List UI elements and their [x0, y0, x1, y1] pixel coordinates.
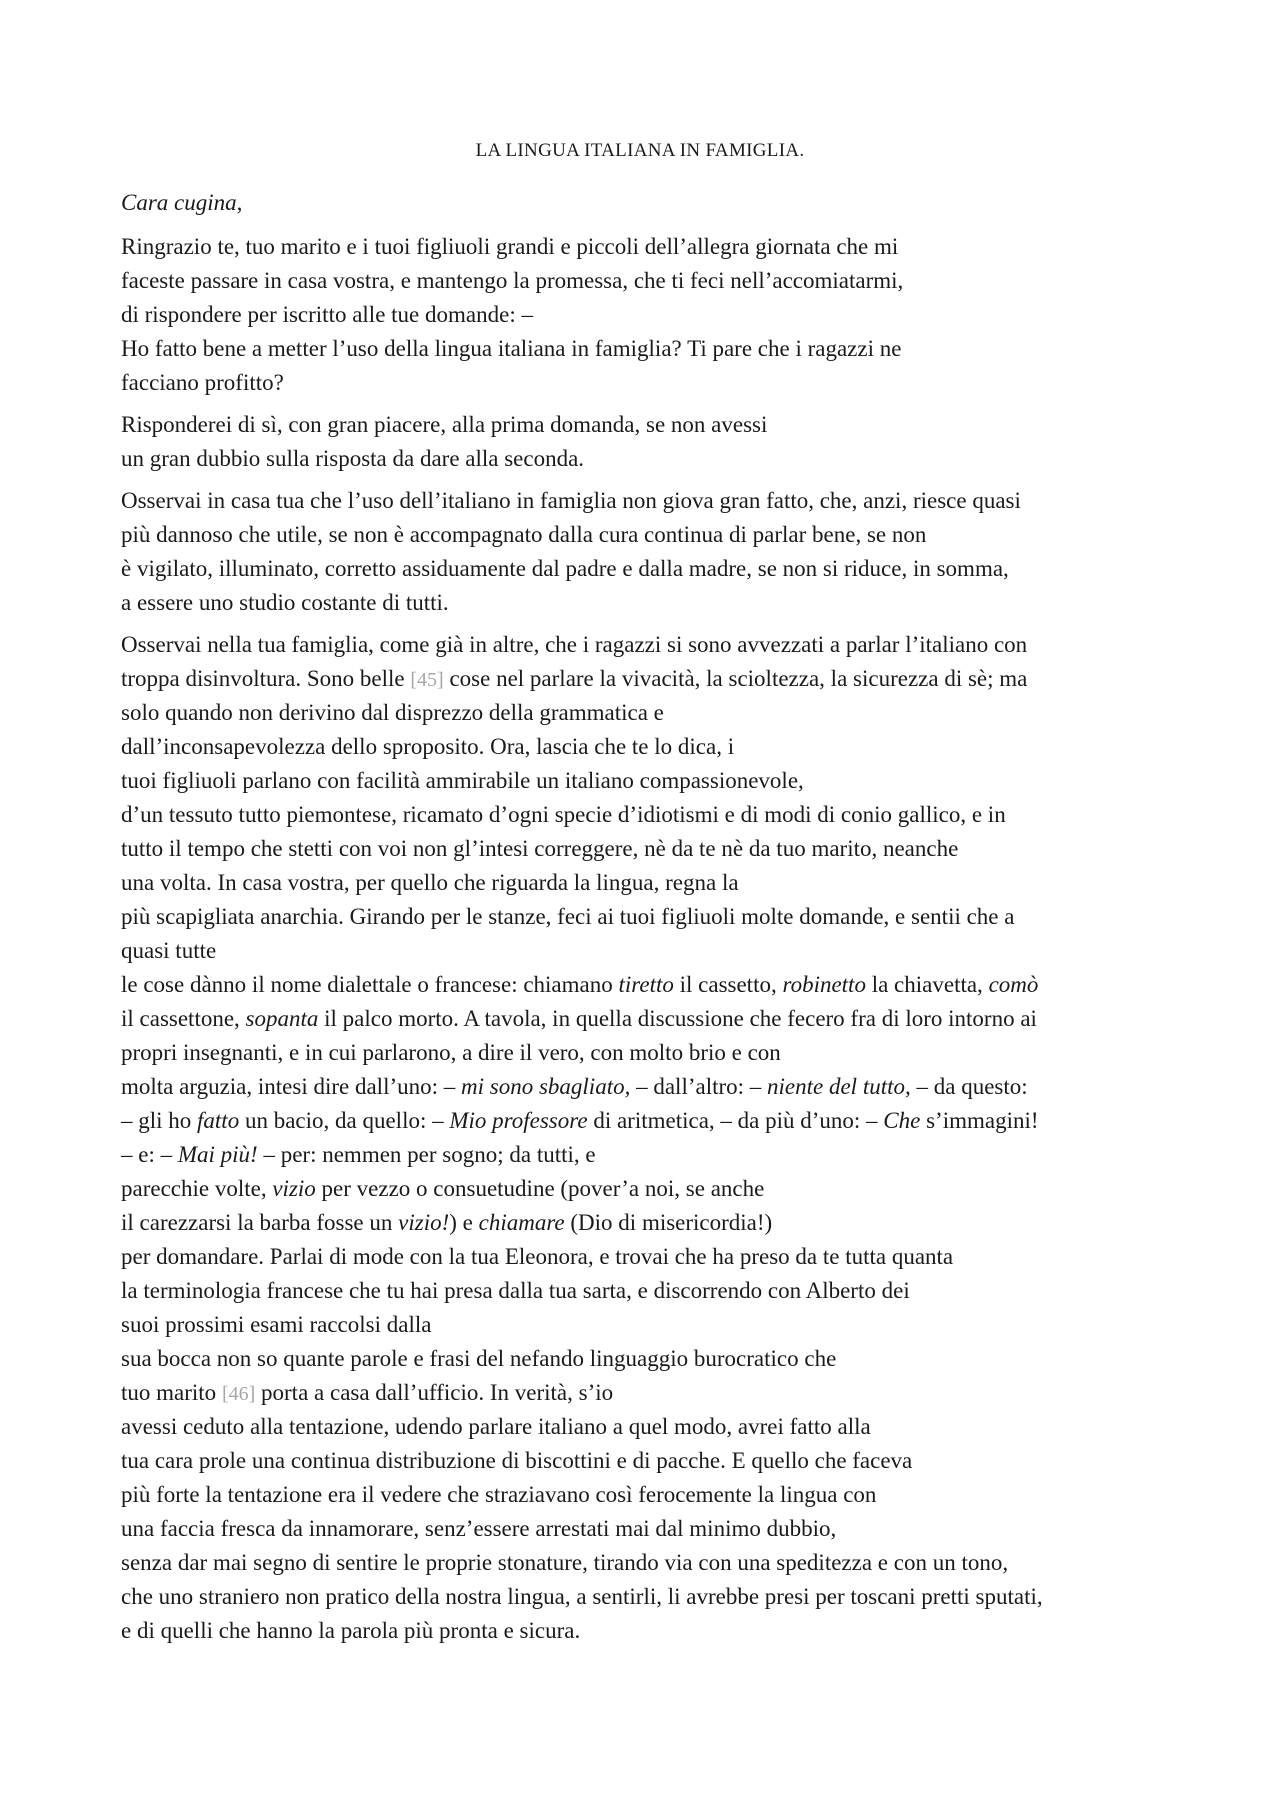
italic-term: vizio [272, 1176, 316, 1201]
text-run: – dall’altro: – [630, 1074, 768, 1099]
italic-term: chiamare [478, 1210, 565, 1235]
text-run: senza dar mai segno di sentire le proprie stonature, tirando via con una speditezza e con un tono, [121, 1550, 1009, 1575]
paragraph [121, 484, 1171, 620]
text-line [121, 900, 1171, 934]
text-run: è vigilato, illuminato, corretto assiduamente dal padre e dalla madre, se non si riduce, in somma, [121, 556, 1009, 581]
text-run: – da questo: [910, 1074, 1028, 1099]
text-line [121, 628, 1171, 662]
text-run: – e: – [121, 1142, 178, 1167]
text-line [121, 552, 1171, 586]
text-run: avessi ceduto alla tentazione, udendo parlare italiano a quel modo, avrei fatto alla [121, 1414, 871, 1439]
text-line [121, 1240, 1171, 1274]
text-run: una faccia fresca da innamorare, senz’essere arrestati mai dal minimo dubbio, [121, 1516, 837, 1541]
text-run: faceste passare in casa vostra, e mantengo la promessa, che ti feci nell’accomiatarmi, [121, 268, 904, 293]
italic-term: mi sono sbagliato, [461, 1074, 631, 1099]
text-run: Risponderei di sì, con gran piacere, alla prima domanda, se non avessi [121, 412, 768, 437]
text-line [121, 1036, 1171, 1070]
text-line [121, 586, 1171, 620]
text-run: il palco morto. A tavola, in quella discussione che fecero fra di loro intorno ai [318, 1006, 1037, 1031]
text-run: suoi prossimi esami raccolsi dalla [121, 1312, 432, 1337]
text-run: porta a casa dall’ufficio. In verità, s’io [255, 1380, 614, 1405]
letter-body [121, 186, 1171, 1656]
text-line [121, 832, 1171, 866]
text-run: sua bocca non so quante parole e frasi del nefando linguaggio burocratico che [121, 1346, 837, 1371]
text-line [121, 696, 1171, 730]
text-line [121, 264, 1171, 298]
italic-term: sopanta [245, 1006, 319, 1031]
text-run: a essere uno studio costante di tutti. [121, 590, 449, 615]
paragraphs [121, 230, 1171, 1648]
italic-term: Mai più! [177, 1142, 258, 1167]
text-line [121, 1104, 1171, 1138]
text-run: Osservai in casa tua che l’uso dell’italiano in famiglia non giova gran fatto, che, anzi, riesce quasi [121, 488, 1021, 513]
text-run: il cassettone, [121, 1006, 246, 1031]
text-run: d’un tessuto tutto piemontese, ricamato d’ogni specie d’idiotismi e di modi di conio gallico, e in [121, 802, 1006, 827]
page-number-marker: [45] [410, 669, 444, 691]
page-number-marker: [46] [221, 1383, 256, 1405]
text-run: e di quelli che hanno la parola più pronta e sicura. [121, 1618, 581, 1643]
text-run: un bacio, da quello: – [239, 1108, 450, 1133]
text-run: la terminologia francese che tu hai presa dalla tua sarta, e discorrendo con Alberto dei [121, 1278, 910, 1303]
italic-term: tiretto [618, 972, 674, 997]
text-line [121, 1546, 1171, 1580]
text-line [121, 1580, 1171, 1614]
text-line [121, 518, 1171, 552]
italic-term: Mio professore [449, 1108, 588, 1133]
text-run: dall’inconsapevolezza dello sproposito. Ora, lascia che te lo dica, i [121, 734, 735, 759]
text-run: s’immagini! [920, 1108, 1039, 1133]
text-run: più forte la tentazione era il vedere che straziavano così ferocemente la lingua con [121, 1482, 877, 1507]
text-run: un gran dubbio sulla risposta da dare alla seconda. [121, 446, 585, 471]
text-line [121, 230, 1171, 264]
text-run: tuo marito [121, 1380, 222, 1405]
text-run: molta arguzia, intesi dire dall’uno: – [121, 1074, 462, 1099]
text-run: propri insegnanti, e in cui parlarono, a dire il vero, con molto brio e con [121, 1040, 781, 1065]
text-line [121, 1342, 1171, 1376]
text-run: di aritmetica, – da più d’uno: – [587, 1108, 884, 1133]
text-run: le cose dànno il nome dialettale o francese: chiamano [121, 972, 619, 997]
text-line [121, 484, 1171, 518]
text-line [121, 798, 1171, 832]
text-line [121, 298, 1171, 332]
text-run: tua cara prole una continua distribuzione di biscottini e di pacche. E quello che faceva [121, 1448, 913, 1473]
text-run: più scapigliata anarchia. Girando per le stanze, feci ai tuoi figliuoli molte domande, e sentii che a [121, 904, 1015, 929]
text-run: facciano profitto? [121, 370, 284, 395]
text-line [121, 1070, 1171, 1104]
text-line [121, 366, 1171, 400]
text-line [121, 1002, 1171, 1036]
italic-term: Che [883, 1108, 921, 1133]
text-line [121, 1410, 1171, 1444]
text-run: il carezzarsi la barba fosse un [121, 1210, 399, 1235]
text-line [121, 408, 1171, 442]
text-run: solo quando non derivino dal disprezzo della grammatica e [121, 700, 664, 725]
paragraph [121, 408, 1171, 476]
text-line [121, 1376, 1171, 1410]
text-run: Ho fatto bene a metter l’uso della lingua italiana in famiglia? Ti pare che i ragazzi ne [121, 336, 902, 361]
text-line [121, 1478, 1171, 1512]
text-run: parecchie volte, [121, 1176, 273, 1201]
italic-term: comò [988, 972, 1039, 997]
text-line [121, 1308, 1171, 1342]
document-title: LA LINGUA ITALIANA IN FAMIGLIA. [475, 140, 805, 161]
text-line [121, 1206, 1171, 1240]
text-line [121, 866, 1171, 900]
text-line [121, 1614, 1171, 1648]
italic-term: robinetto [782, 972, 866, 997]
text-run: Ringrazio te, tuo marito e i tuoi figliuoli grandi e piccoli dell’allegra giornata che mi [121, 234, 899, 259]
text-line [121, 934, 1171, 968]
text-run: – per: nemmen per sogno; da tutti, e [257, 1142, 596, 1167]
text-run: tutto il tempo che stetti con voi non gl’intesi correggere, nè da te nè da tuo marito, neanche [121, 836, 959, 861]
text-line [121, 662, 1171, 696]
text-line [121, 1172, 1171, 1206]
paragraph [121, 230, 1171, 400]
text-line [121, 1512, 1171, 1546]
paragraph [121, 628, 1171, 1648]
text-line [121, 1138, 1171, 1172]
text-run: che uno straniero non pratico della nostra lingua, a sentirli, li avrebbe presi per toscani pretti sputati, [121, 1584, 1043, 1609]
text-run: – gli ho [121, 1108, 198, 1133]
salutation: Cara cugina, [121, 190, 243, 215]
text-run: per domandare. Parlai di mode con la tua Eleonora, e trovai che ha preso da te tutta quanta [121, 1244, 954, 1269]
text-run: il cassetto, [673, 972, 783, 997]
text-line [121, 968, 1171, 1002]
text-run: cose nel parlare la vivacità, la scioltezza, la sicurezza di sè; ma [443, 666, 1028, 691]
text-run: la chiavetta, [865, 972, 989, 997]
italic-term: fatto [197, 1108, 240, 1133]
italic-term: niente del tutto, [767, 1074, 911, 1099]
text-run: troppa disinvoltura. Sono belle [121, 666, 411, 691]
text-run: ) e [449, 1210, 479, 1235]
text-run: più dannoso che utile, se non è accompagnato dalla cura continua di parlar bene, se non [121, 522, 927, 547]
italic-term: vizio! [398, 1210, 450, 1235]
text-line [121, 1274, 1171, 1308]
text-line [121, 764, 1171, 798]
text-line [121, 332, 1171, 366]
text-line [121, 442, 1171, 476]
text-run: Osservai nella tua famiglia, come già in altre, che i ragazzi si sono avvezzati a parlar l’italiano con [121, 632, 1028, 657]
text-run: una volta. In casa vostra, per quello che riguarda la lingua, regna la [121, 870, 739, 895]
text-run: (Dio di misericordia!) [564, 1210, 773, 1235]
text-line [121, 1444, 1171, 1478]
text-run: di rispondere per iscritto alle tue domande: – [121, 302, 533, 327]
text-run: per vezzo o consuetudine (pover’a noi, se anche [315, 1176, 765, 1201]
text-run: tuoi figliuoli parlano con facilità ammirabile un italiano compassionevole, [121, 768, 804, 793]
text-line [121, 730, 1171, 764]
text-run: quasi tutte [121, 938, 217, 963]
